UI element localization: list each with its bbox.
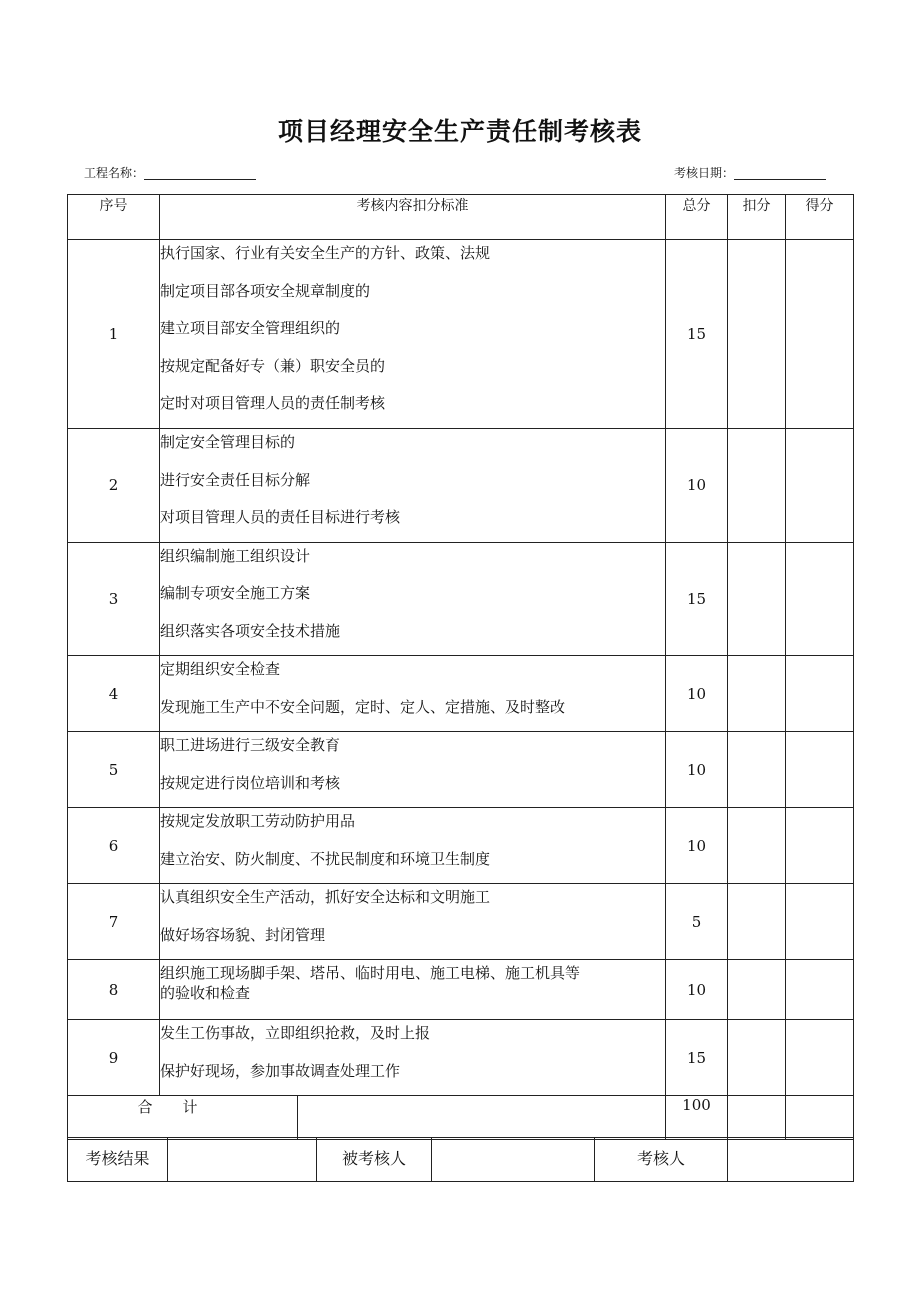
sum-total: 100 bbox=[666, 1096, 728, 1140]
row-score-cell[interactable] bbox=[786, 240, 854, 429]
signature-table bbox=[67, 1137, 854, 1182]
assessment-table bbox=[67, 194, 854, 1140]
table-row bbox=[68, 240, 854, 429]
signature-row bbox=[68, 1138, 854, 1182]
row-criteria bbox=[160, 240, 666, 429]
table-row bbox=[68, 732, 854, 808]
header-no: 序号 bbox=[68, 195, 160, 240]
row-no: 5 bbox=[68, 732, 160, 808]
page-title: 项目经理安全生产责任制考核表 bbox=[277, 117, 642, 146]
check-date-label: 考核日期： bbox=[674, 166, 735, 180]
header-deduct: 扣分 bbox=[728, 195, 786, 240]
row-criteria bbox=[160, 884, 666, 960]
header-score: 得分 bbox=[786, 195, 854, 240]
row-score-cell[interactable] bbox=[786, 429, 854, 543]
sum-content-cell[interactable] bbox=[298, 1096, 666, 1140]
row-no: 7 bbox=[68, 884, 160, 960]
criteria-line: 进行安全责任目标分解 bbox=[160, 470, 311, 489]
criteria-line: 职工进场进行三级安全教育 bbox=[160, 736, 341, 754]
row-no: 9 bbox=[68, 1020, 160, 1096]
criteria-line: 组织编制施工组织设计 bbox=[160, 546, 311, 565]
criteria-line: 建立治安、防火制度、不扰民制度和环境卫生制度 bbox=[160, 849, 491, 868]
result-field[interactable] bbox=[168, 1138, 317, 1182]
project-name-label: 工程名称： bbox=[84, 166, 145, 180]
row-total: 10 bbox=[666, 656, 728, 732]
criteria-line: 定期组织安全检查 bbox=[160, 660, 281, 678]
header-row bbox=[68, 195, 854, 240]
row-no: 8 bbox=[68, 960, 160, 1020]
sum-row bbox=[68, 1096, 854, 1140]
criteria-line: 保护好现场，参加事故调查处理工作 bbox=[160, 1061, 401, 1080]
row-score-cell[interactable] bbox=[786, 960, 854, 1020]
criteria-line: 按规定进行岗位培训和考核 bbox=[160, 773, 341, 792]
header-criteria: 考核内容扣分标准 bbox=[160, 195, 666, 240]
row-total: 15 bbox=[666, 1020, 728, 1096]
row-criteria bbox=[160, 960, 666, 1020]
table-row bbox=[68, 542, 854, 656]
row-deduct-cell[interactable] bbox=[728, 656, 786, 732]
criteria-line: 编制专项安全施工方案 bbox=[160, 584, 311, 602]
table-row bbox=[68, 960, 854, 1020]
row-criteria bbox=[160, 1020, 666, 1096]
row-deduct-cell[interactable] bbox=[728, 1020, 786, 1096]
row-deduct-cell[interactable] bbox=[728, 240, 786, 429]
row-criteria bbox=[160, 808, 666, 884]
sum-label: 合计 bbox=[68, 1096, 298, 1140]
row-deduct-cell[interactable] bbox=[728, 732, 786, 808]
header-total: 总分 bbox=[666, 195, 728, 240]
criteria-line: 组织落实各项安全技术措施 bbox=[160, 621, 341, 640]
criteria-line: 按规定配备好专（兼）职安全员的 bbox=[160, 356, 386, 375]
criteria-line: 发现施工生产中不安全问题，定时、定人、定措施、及时整改 bbox=[160, 697, 566, 716]
row-score-cell[interactable] bbox=[786, 542, 854, 656]
assessee-field[interactable] bbox=[432, 1138, 595, 1182]
row-no: 3 bbox=[68, 542, 160, 656]
assessor-label: 考核人 bbox=[595, 1138, 728, 1182]
row-no: 4 bbox=[68, 656, 160, 732]
assessee-label: 被考核人 bbox=[317, 1138, 432, 1182]
result-label: 考核结果 bbox=[68, 1138, 168, 1182]
row-total: 15 bbox=[666, 542, 728, 656]
row-deduct-cell[interactable] bbox=[728, 542, 786, 656]
row-deduct-cell[interactable] bbox=[728, 808, 786, 884]
row-criteria bbox=[160, 732, 666, 808]
row-total: 10 bbox=[666, 808, 728, 884]
project-name-field bbox=[84, 164, 256, 181]
row-criteria bbox=[160, 542, 666, 656]
row-score-cell[interactable] bbox=[786, 732, 854, 808]
row-no: 1 bbox=[68, 240, 160, 429]
criteria-line: 制定安全管理目标的 bbox=[160, 433, 296, 451]
criteria-line: 建立项目部安全管理组织的 bbox=[160, 319, 341, 337]
row-total: 5 bbox=[666, 884, 728, 960]
row-total: 10 bbox=[666, 429, 728, 543]
criteria-line: 发生工伤事故，立即组织抢救，及时上报 bbox=[160, 1024, 431, 1042]
row-no: 6 bbox=[68, 808, 160, 884]
row-deduct-cell[interactable] bbox=[728, 884, 786, 960]
row-score-cell[interactable] bbox=[786, 884, 854, 960]
row-deduct-cell[interactable] bbox=[728, 960, 786, 1020]
criteria-line: 的验收和检查 bbox=[160, 984, 251, 1002]
criteria-line: 做好场容场貌、封闭管理 bbox=[160, 925, 326, 944]
row-criteria bbox=[160, 656, 666, 732]
assessor-field[interactable] bbox=[728, 1138, 854, 1182]
row-score-cell[interactable] bbox=[786, 656, 854, 732]
row-criteria bbox=[160, 429, 666, 543]
criteria-line: 组织施工现场脚手架、塔吊、临时用电、施工电梯、施工机具等 bbox=[160, 964, 581, 982]
check-date-field bbox=[674, 164, 826, 181]
table-row bbox=[68, 1020, 854, 1096]
criteria-line: 对项目管理人员的责任目标进行考核 bbox=[160, 508, 401, 526]
sum-deduct-cell[interactable] bbox=[728, 1096, 786, 1140]
criteria-line: 执行国家、行业有关安全生产的方针、政策、法规 bbox=[160, 244, 491, 262]
row-no: 2 bbox=[68, 429, 160, 543]
criteria-line: 制定项目部各项安全规章制度的 bbox=[160, 281, 371, 300]
check-date-blank[interactable] bbox=[734, 167, 826, 180]
row-total: 15 bbox=[666, 240, 728, 429]
table-row bbox=[68, 656, 854, 732]
row-deduct-cell[interactable] bbox=[728, 429, 786, 543]
row-total: 10 bbox=[666, 960, 728, 1020]
table-row bbox=[68, 884, 854, 960]
criteria-line: 认真组织安全生产活动，抓好安全达标和文明施工 bbox=[160, 888, 491, 906]
row-score-cell[interactable] bbox=[786, 808, 854, 884]
sum-score-cell[interactable] bbox=[786, 1096, 854, 1140]
table-row bbox=[68, 429, 854, 543]
row-total: 10 bbox=[666, 732, 728, 808]
criteria-line: 按规定发放职工劳动防护用品 bbox=[160, 812, 356, 830]
project-name-blank[interactable] bbox=[144, 167, 256, 180]
table-row bbox=[68, 808, 854, 884]
criteria-line: 定时对项目管理人员的责任制考核 bbox=[160, 394, 386, 412]
row-score-cell[interactable] bbox=[786, 1020, 854, 1096]
